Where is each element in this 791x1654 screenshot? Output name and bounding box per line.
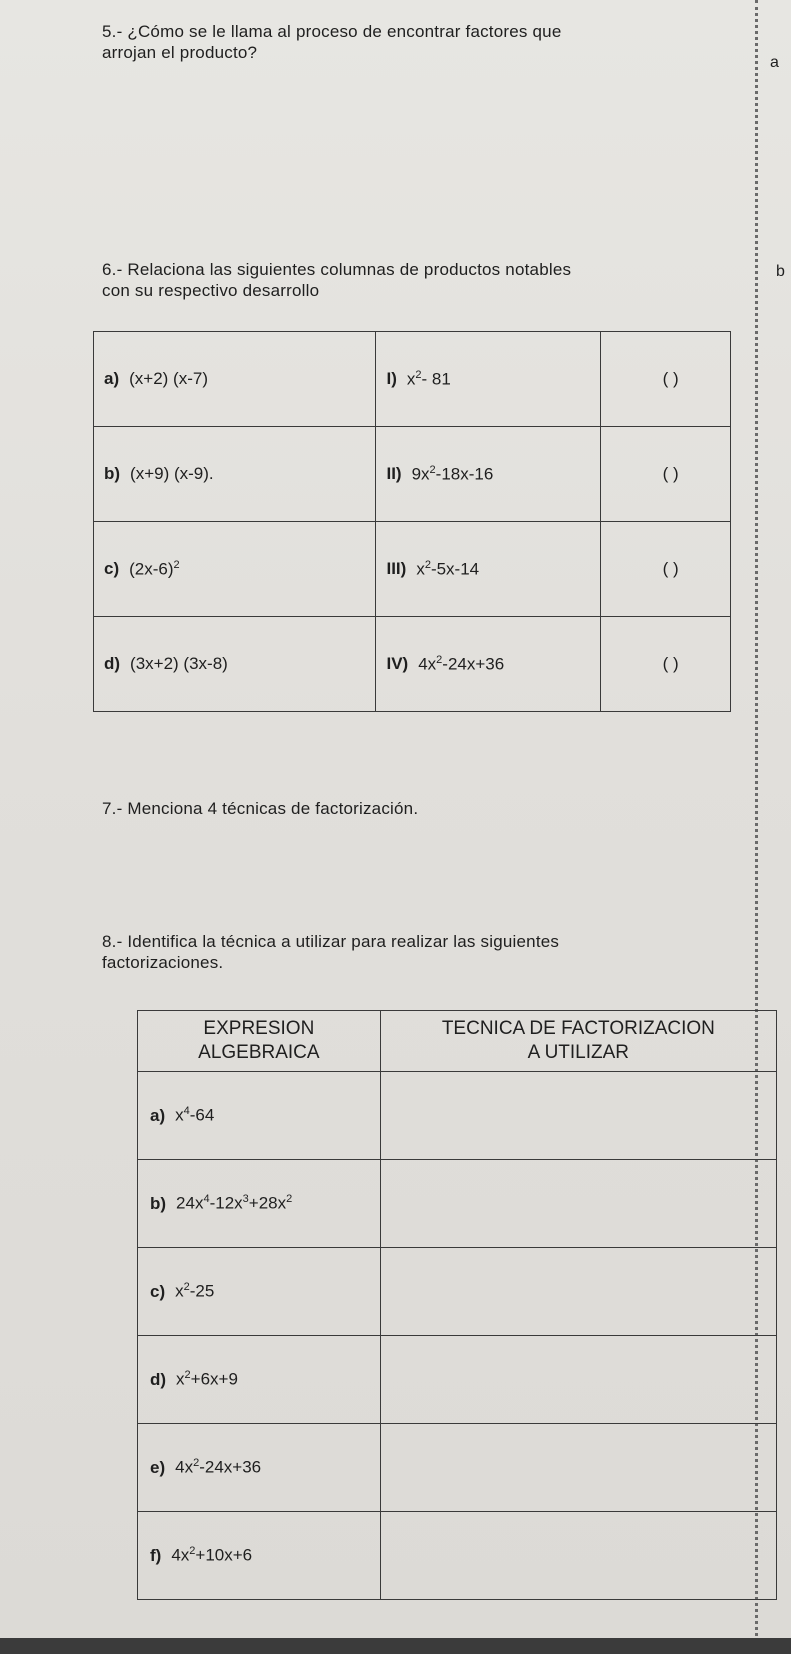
question-8-line-2: factorizaciones. [102, 953, 224, 972]
development-base: 4x [418, 654, 437, 674]
header-expression-line-1: EXPRESION [203, 1018, 315, 1039]
row-label: b) [104, 464, 121, 483]
row-label: e) [150, 1457, 166, 1477]
header-expression [138, 1011, 381, 1072]
expression-term: 4x [171, 1545, 190, 1565]
expression-exponent: 2 [184, 1369, 191, 1382]
question-6-line-2: con su respectivo desarrollo [102, 281, 320, 300]
development-exponent: 2 [436, 653, 443, 666]
expression-exponent: 2 [189, 1545, 196, 1558]
roman-numeral: IV) [386, 654, 409, 674]
table-row [94, 332, 731, 427]
row-label: c) [150, 1281, 166, 1301]
development-rest: -24x+36 [442, 654, 505, 674]
factorization-table-body [138, 1072, 777, 1600]
product-cell [94, 522, 376, 617]
header-technique-line-2: A UTILIZAR [527, 1042, 630, 1063]
expression-term: -24x+36 [199, 1457, 262, 1477]
question-8-line-1: 8.- Identifica la técnica a utilizar para realizar las siguientes [102, 932, 560, 951]
expression-cell [138, 1424, 381, 1512]
development-exponent: 2 [429, 463, 436, 476]
margin-letter-b: b [776, 263, 785, 280]
question-6 [102, 259, 571, 301]
roman-numeral: III) [386, 559, 407, 579]
expression-term: x [176, 1369, 185, 1389]
expression-cell [138, 1336, 381, 1424]
development-rest: -18x-16 [435, 464, 494, 484]
answer-blank[interactable]: ( ) [601, 332, 731, 427]
technique-answer-cell[interactable] [380, 1512, 776, 1600]
product-exponent: 2 [173, 558, 180, 571]
product-cell [94, 427, 376, 522]
roman-numeral: I) [386, 369, 397, 389]
development-exponent: 2 [424, 558, 431, 571]
margin-letter-a: a [770, 54, 779, 71]
table-row [94, 617, 731, 712]
header-expression-line-2: ALGEBRAICA [198, 1042, 320, 1063]
question-7: 7.- Menciona 4 técnicas de factorización. [102, 799, 419, 818]
expression-term: -12x [209, 1193, 243, 1213]
technique-answer-cell[interactable] [380, 1248, 776, 1336]
product-expression: (2x-6) [129, 559, 174, 579]
bottom-edge [0, 1638, 791, 1654]
expression-term: 4x [175, 1457, 194, 1477]
expression-exponent: 4 [203, 1193, 210, 1206]
expression-exponent: 4 [183, 1105, 190, 1118]
expression-cell [138, 1248, 381, 1336]
development-base: x [406, 369, 416, 389]
product-expression: (x+2) (x-7) [129, 369, 208, 388]
development-base: x [416, 559, 425, 579]
development-cell [376, 617, 601, 712]
row-label: f) [150, 1545, 162, 1565]
product-expression: (x+9) (x-9). [130, 464, 214, 483]
row-label: a) [104, 369, 120, 388]
table-row [94, 522, 731, 617]
row-label: d) [104, 654, 121, 673]
question-6-line-1: 6.- Relaciona las siguientes columnas de productos notables [102, 260, 572, 279]
roman-numeral: II) [386, 464, 402, 484]
question-5-line-1: 5.- ¿Cómo se le llama al proceso de encontrar factores que [102, 22, 562, 41]
answer-blank[interactable]: ( ) [601, 617, 731, 712]
answer-blank[interactable]: ( ) [601, 522, 731, 617]
expression-term: +10x+6 [195, 1545, 253, 1565]
expression-term: x [175, 1105, 184, 1125]
development-cell [376, 522, 601, 617]
expression-term: -64 [189, 1105, 215, 1125]
table-row [138, 1160, 777, 1248]
expression-exponent: 2 [286, 1193, 293, 1206]
technique-answer-cell[interactable] [380, 1424, 776, 1512]
table-row [138, 1336, 777, 1424]
development-rest: - 81 [421, 369, 451, 389]
development-rest: -5x-14 [430, 559, 480, 579]
row-label: a) [150, 1105, 166, 1125]
question-5 [102, 21, 562, 63]
product-cell [94, 617, 376, 712]
expression-term: -25 [189, 1281, 215, 1301]
table-row [138, 1512, 777, 1600]
expression-cell [138, 1160, 381, 1248]
header-technique-line-1: TECNICA DE FACTORIZACION [441, 1018, 715, 1039]
question-8 [102, 931, 559, 973]
answer-blank[interactable]: ( ) [601, 427, 731, 522]
technique-answer-cell[interactable] [380, 1160, 776, 1248]
expression-term: +6x+9 [190, 1369, 238, 1389]
development-exponent: 2 [415, 368, 422, 381]
table-row [138, 1248, 777, 1336]
table-row [138, 1072, 777, 1160]
matching-table [93, 331, 731, 712]
factorization-table [137, 1010, 777, 1600]
product-expression: (3x+2) (3x-8) [130, 654, 228, 673]
technique-answer-cell[interactable] [380, 1336, 776, 1424]
development-cell [376, 332, 601, 427]
expression-exponent: 2 [183, 1281, 190, 1294]
expression-term: x [175, 1281, 184, 1301]
expression-exponent: 2 [193, 1457, 200, 1470]
expression-exponent: 3 [242, 1193, 249, 1206]
row-label: d) [150, 1369, 167, 1389]
product-cell [94, 332, 376, 427]
question-5-line-2: arrojan el producto? [102, 43, 258, 62]
row-label: b) [150, 1193, 167, 1213]
expression-term: +28x [248, 1193, 287, 1213]
table-row [94, 427, 731, 522]
header-technique [380, 1011, 776, 1072]
development-base: 9x [411, 464, 430, 484]
table-row [138, 1424, 777, 1512]
expression-cell [138, 1072, 381, 1160]
technique-answer-cell[interactable] [380, 1072, 776, 1160]
expression-cell [138, 1512, 381, 1600]
row-label: c) [104, 559, 120, 579]
development-cell [376, 427, 601, 522]
expression-term: 24x [176, 1193, 204, 1213]
table-header-row [138, 1011, 777, 1072]
